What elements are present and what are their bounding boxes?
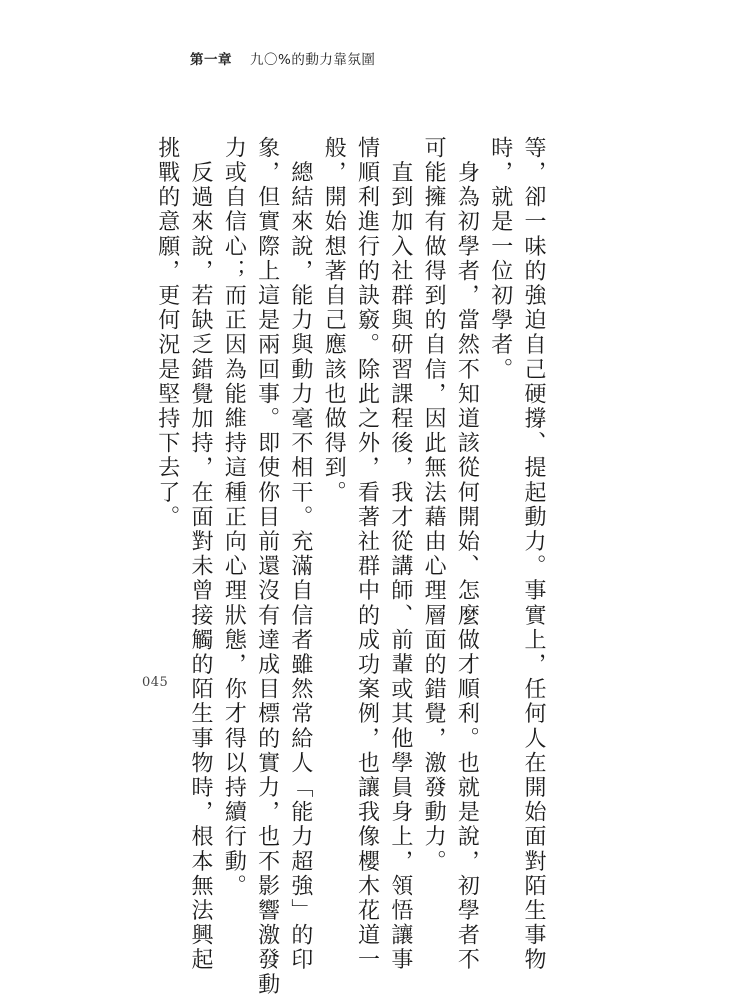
text-column-7: 般，開始想著自己應該也做得到。: [321, 136, 347, 505]
text-column-11: 反過來說，若缺乏錯覺加持，在面對未曾接觸的陌生事物時，根本無法興起: [188, 136, 214, 973]
text-column-2: 時，就是一位初學者。: [487, 136, 513, 382]
text-column-4: 可能擁有做得到的自信，因此無法藉由心理層面的錯覺，激發動力。: [421, 136, 447, 874]
text-column-8: 總結來說，能力與動力毫不相干。充滿自信者雖然常給人「能力超強」的印: [287, 136, 313, 973]
chapter-title: 九〇%的動力靠氛圍: [250, 52, 376, 68]
running-head: [190, 48, 375, 68]
text-column-9: 象，但實際上這是兩回事。即使你目前還沒有達成目標的實力，也不影響激發動: [254, 136, 280, 997]
text-column-5: 直到加入社群與研習課程後，我才從講師、前輩或其他學員身上，領悟讓事: [387, 136, 413, 973]
chapter-label: 第一章: [190, 52, 232, 68]
page-number: 045: [142, 675, 169, 690]
text-column-1: 等，卻一味的強迫自己硬撐、提起動力。事實上，任何人在開始面對陌生事物: [521, 136, 546, 973]
text-column-12: 挑戰的意願，更何況是堅持下去了。: [154, 136, 180, 530]
text-column-6: 情順利進行的訣竅。除此之外，看著社群中的成功案例，也讓我像櫻木花道一: [354, 136, 380, 973]
text-column-10: 力或自信心；而正因為能維持這種正向心理狀態，你才得以持續行動。: [221, 136, 247, 899]
text-column-3: 身為初學者，當然不知道該從何開始、怎麼做才順利。也就是說，初學者不: [454, 136, 480, 973]
